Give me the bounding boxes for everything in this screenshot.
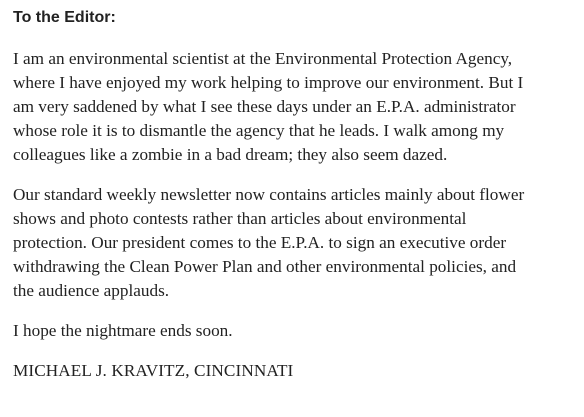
paragraph-1 — [13, 47, 579, 167]
paragraph-line: colleagues like a zombie in a bad dream; they also seem dazed. — [13, 145, 448, 164]
paragraph-line: shows and photo contests rather than articles about environmental — [13, 209, 467, 228]
paragraph-line: where I have enjoyed my work helping to improve our environment. But I — [13, 73, 524, 92]
signature: MICHAEL J. KRAVITZ, CINCINNATI — [13, 361, 294, 380]
paragraph-2 — [13, 183, 579, 303]
paragraph-line: protection. Our president comes to the E.P.A. to sign an executive order — [13, 233, 507, 252]
letter-to-editor — [13, 6, 579, 383]
paragraph-line: I am an environmental scientist at the Environmental Protection Agency, — [13, 49, 513, 68]
paragraph-line: withdrawing the Clean Power Plan and other environmental policies, and — [13, 257, 517, 276]
salutation: To the Editor: — [13, 9, 116, 26]
paragraph-line: Our standard weekly newsletter now contains articles mainly about flower — [13, 185, 525, 204]
paragraph-line: the audience applauds. — [13, 281, 170, 300]
paragraph-line: am very saddened by what I see these days under an E.P.A. administrator — [13, 97, 516, 116]
paragraph-line: I hope the nightmare ends soon. — [13, 321, 233, 340]
paragraph-line: whose role it is to dismantle the agency that he leads. I walk among my — [13, 121, 505, 140]
paragraph-3 — [13, 319, 579, 343]
